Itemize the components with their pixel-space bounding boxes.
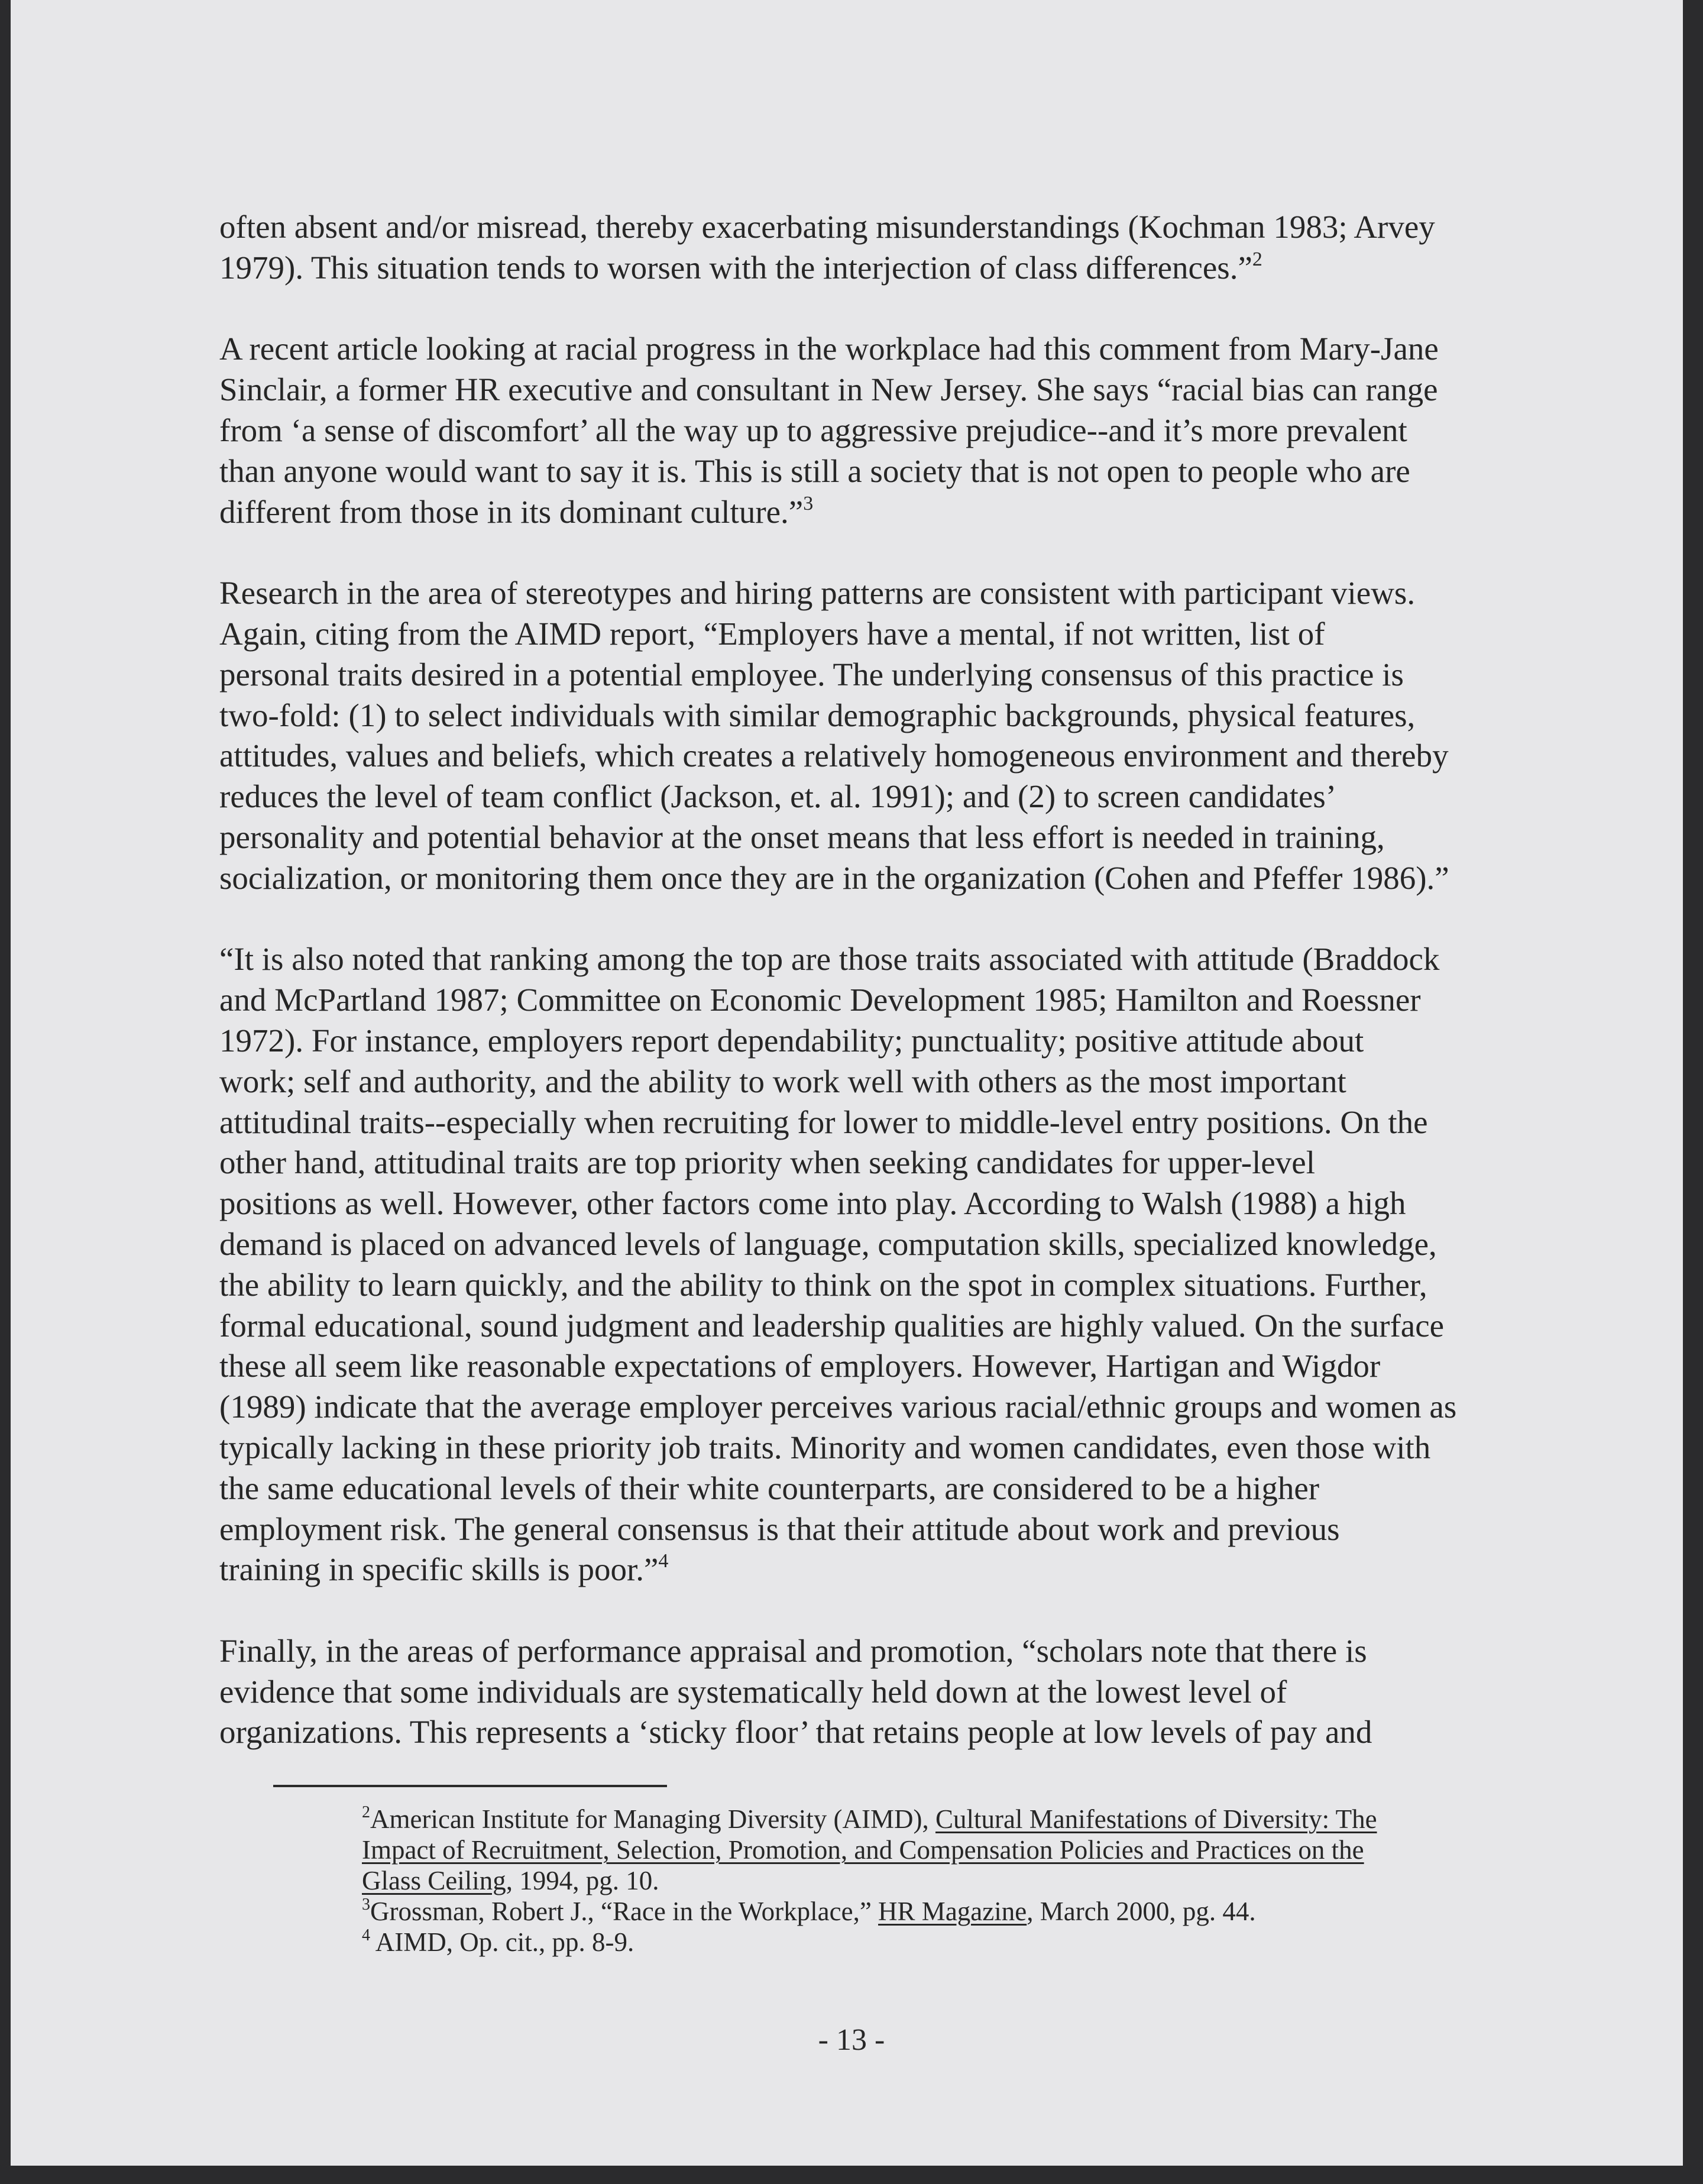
- text-line: the ability to learn quickly, and the ability to think on the spot in complex situations. Further,: [219, 1266, 1427, 1303]
- text-line: training in specific skills is poor.”: [219, 1551, 659, 1588]
- footnote-title: Cultural Manifestations of Diversity: The: [935, 1804, 1377, 1834]
- text-line: personality and potential behavior at the onset means that less effort is needed in training,: [219, 818, 1385, 855]
- footnote-number: 4: [362, 1926, 370, 1944]
- footnote-ref: 3: [803, 492, 814, 515]
- text-line: “It is also noted that ranking among the top are those traits associated with attitude (Braddock: [219, 941, 1440, 978]
- footnote-title: Impact of Recruitment, Selection, Promotion, and Compensation Policies and Practices on the: [362, 1835, 1364, 1865]
- footnote-divider: [273, 1785, 667, 1787]
- text-line: [219, 1549, 1485, 1590]
- text-line: evidence that some individuals are systematically held down at the lowest level of: [219, 1673, 1287, 1710]
- text-line: typically lacking in these priority job traits. Minority and women candidates, even those with: [219, 1429, 1431, 1465]
- text-line: often absent and/or misread, thereby exacerbating misunderstandings (Kochman 1983; Arvey: [219, 209, 1435, 245]
- footnote-2-cont: [362, 1865, 1377, 1896]
- text-line: 1979). This situation tends to worsen with the interjection of class differences.”: [219, 249, 1252, 286]
- text-line: [219, 248, 1485, 289]
- body-text: [219, 207, 1485, 1753]
- text-line: two-fold: (1) to select individuals with similar demographic backgrounds, physical features,: [219, 697, 1416, 733]
- footnote-ref: 4: [658, 1550, 669, 1573]
- text-line: Again, citing from the AIMD report, “Employers have a mental, if not written, list of: [219, 615, 1325, 652]
- footnote-3: [362, 1896, 1377, 1927]
- text-line: these all seem like reasonable expectations of employers. However, Hartigan and Wigdor: [219, 1348, 1381, 1384]
- text-line: employment risk. The general consensus is that their attitude about work and previous: [219, 1510, 1340, 1547]
- footnotes: [362, 1804, 1377, 1957]
- text-line: the same educational levels of their white counterparts, are considered to be a higher: [219, 1470, 1320, 1506]
- footnote-number: 3: [362, 1895, 370, 1914]
- text-line: work; self and authority, and the ability to work well with others as the most important: [219, 1063, 1346, 1099]
- text-line: Research in the area of stereotypes and hiring patterns are consistent with participant views.: [219, 575, 1416, 611]
- text-line: other hand, attitudinal traits are top priority when seeking candidates for upper-level: [219, 1144, 1316, 1181]
- footnote-text: , March 2000, pg. 44.: [1027, 1897, 1256, 1926]
- text-line: (1989) indicate that the average employer perceives various racial/ethnic groups and women as: [219, 1389, 1457, 1425]
- text-line: personal traits desired in a potential employee. The underlying consensus of this practice is: [219, 656, 1404, 693]
- footnote-title: Glass Ceiling: [362, 1866, 506, 1895]
- footnote-2-cont: [362, 1834, 1377, 1865]
- footnote-4: [362, 1927, 1377, 1957]
- text-line: attitudes, values and beliefs, which creates a relatively homogeneous environment and thereby: [219, 737, 1449, 774]
- text-line: socialization, or monitoring them once they are in the organization (Cohen and Pfeffer 1986).”: [219, 859, 1449, 896]
- footnote-title: HR Magazine: [878, 1897, 1027, 1926]
- footnote-number: 2: [362, 1803, 370, 1821]
- text-line: formal educational, sound judgment and leadership qualities are highly valued. On the surface: [219, 1307, 1445, 1344]
- footnote-text: , 1994, pg. 10.: [506, 1866, 659, 1895]
- text-line: A recent article looking at racial progress in the workplace had this comment from Mary-Jane: [219, 331, 1439, 367]
- text-line: and McPartland 1987; Committee on Economic Development 1985; Hamilton and Roessner: [219, 982, 1421, 1018]
- text-line: from ‘a sense of discomfort’ all the way up to aggressive prejudice--and it’s more prevalent: [219, 412, 1407, 448]
- text-line: positions as well. However, other factors come into play. According to Walsh (1988) a high: [219, 1185, 1406, 1222]
- text-line: reduces the level of team conflict (Jackson, et. al. 1991); and (2) to screen candidates’: [219, 778, 1337, 815]
- text-line: demand is placed on advanced levels of language, computation skills, specialized knowledge,: [219, 1225, 1437, 1262]
- text-line: Sinclair, a former HR executive and consultant in New Jersey. She says “racial bias can range: [219, 371, 1438, 408]
- text-line: different from those in its dominant culture.”: [219, 493, 804, 530]
- text-line: [219, 492, 1485, 533]
- footnote-2: [362, 1804, 1377, 1834]
- text-line: than anyone would want to say it is. This is still a society that is not open to people who are: [219, 452, 1410, 489]
- text-line: 1972). For instance, employers report dependability; punctuality; positive attitude about: [219, 1022, 1364, 1059]
- footnote-text: Grossman, Robert J., “Race in the Workplace,”: [370, 1897, 879, 1926]
- text-line: organizations. This represents a ‘sticky floor’ that retains people at low levels of pay and: [219, 1714, 1372, 1751]
- footnote-text: AIMD, Op. cit., pp. 8-9.: [370, 1927, 634, 1957]
- page-number: - 13 -: [818, 2023, 885, 2057]
- footnote-ref: 2: [1252, 248, 1262, 270]
- footnote-text: American Institute for Managing Diversity (AIMD),: [370, 1804, 936, 1834]
- text-line: Finally, in the areas of performance appraisal and promotion, “scholars note that there is: [219, 1632, 1367, 1669]
- text-line: attitudinal traits--especially when recruiting for lower to middle-level entry positions. On the: [219, 1104, 1428, 1140]
